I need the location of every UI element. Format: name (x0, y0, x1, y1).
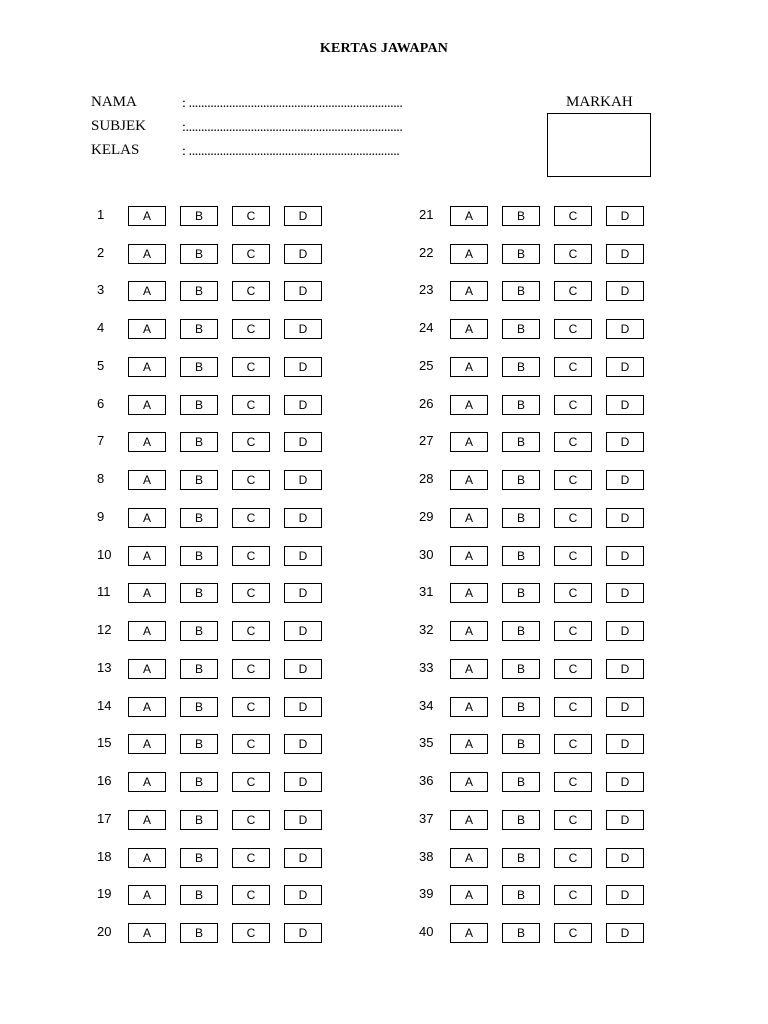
answer-option-b[interactable]: B (180, 206, 218, 226)
answer-option-b[interactable]: B (180, 659, 218, 679)
question-row (97, 659, 327, 679)
answer-option-d[interactable]: D (606, 281, 644, 301)
answer-option-a[interactable]: A (128, 697, 166, 717)
question-number: 36 (419, 773, 434, 788)
answer-option-a[interactable]: A (450, 734, 488, 754)
answer-option-d[interactable]: D (606, 206, 644, 226)
answer-option-a[interactable]: A (450, 470, 488, 490)
answer-option-a[interactable]: A (128, 885, 166, 905)
question-row (97, 583, 327, 603)
answer-option-c[interactable]: C (232, 206, 270, 226)
answer-option-a[interactable]: A (128, 357, 166, 377)
field-line-kelas[interactable]: : .................................................................... (182, 144, 400, 159)
page-title: KERTAS JAWAPAN (319, 41, 449, 56)
field-line-nama[interactable]: : ..................................................................... (182, 96, 403, 111)
answer-option-a[interactable]: A (450, 621, 488, 641)
answer-option-d[interactable]: D (284, 848, 322, 868)
answer-option-c[interactable]: C (232, 583, 270, 603)
question-number: 1 (97, 207, 105, 222)
question-row (419, 395, 649, 415)
answer-option-a[interactable]: A (128, 470, 166, 490)
answer-option-d[interactable]: D (606, 697, 644, 717)
answer-option-d[interactable]: D (284, 697, 322, 717)
question-number: 11 (97, 584, 111, 599)
answer-option-d[interactable]: D (606, 734, 644, 754)
answer-option-a[interactable]: A (450, 319, 488, 339)
question-row (419, 206, 649, 226)
answer-option-b[interactable]: B (180, 470, 218, 490)
answer-option-a[interactable]: A (128, 319, 166, 339)
answer-option-b[interactable]: B (502, 772, 540, 792)
answer-option-b[interactable]: B (502, 206, 540, 226)
question-row (97, 432, 327, 452)
answer-option-c[interactable]: C (554, 395, 592, 415)
answer-option-b[interactable]: B (180, 395, 218, 415)
question-number: 40 (419, 924, 434, 939)
answer-option-b[interactable]: B (180, 734, 218, 754)
answer-option-b[interactable]: B (180, 772, 218, 792)
question-row (97, 734, 327, 754)
answer-option-c[interactable]: C (554, 357, 592, 377)
answer-option-d[interactable]: D (606, 432, 644, 452)
question-row (97, 885, 327, 905)
answer-option-c[interactable]: C (554, 621, 592, 641)
question-row (419, 583, 649, 603)
question-number: 34 (419, 698, 434, 713)
question-row (97, 810, 327, 830)
answer-option-c[interactable]: C (554, 848, 592, 868)
answer-option-b[interactable]: B (180, 697, 218, 717)
answer-option-a[interactable]: A (450, 583, 488, 603)
question-number: 21 (419, 207, 434, 222)
answer-option-a[interactable]: A (128, 395, 166, 415)
question-row (97, 546, 327, 566)
question-row (97, 923, 327, 943)
question-row (97, 508, 327, 528)
question-row (419, 848, 649, 868)
question-row (97, 395, 327, 415)
question-row (419, 432, 649, 452)
answer-option-a[interactable]: A (128, 244, 166, 264)
answer-option-d[interactable]: D (284, 357, 322, 377)
field-label-nama: NAMA (91, 94, 137, 110)
answer-option-b[interactable]: B (180, 583, 218, 603)
answer-option-b[interactable]: B (180, 432, 218, 452)
answer-option-c[interactable]: C (232, 319, 270, 339)
answer-option-c[interactable]: C (554, 470, 592, 490)
question-row (419, 508, 649, 528)
answer-option-d[interactable]: D (284, 659, 322, 679)
answer-option-b[interactable]: B (502, 508, 540, 528)
answer-option-c[interactable]: C (554, 885, 592, 905)
question-number: 31 (419, 584, 434, 599)
answer-option-d[interactable]: D (284, 734, 322, 754)
answer-option-c[interactable]: C (232, 810, 270, 830)
answer-option-b[interactable]: B (502, 659, 540, 679)
answer-option-c[interactable]: C (232, 546, 270, 566)
question-row (97, 772, 327, 792)
answer-option-c[interactable]: C (232, 244, 270, 264)
answer-option-a[interactable]: A (450, 206, 488, 226)
question-row (419, 923, 649, 943)
answer-option-d[interactable]: D (606, 621, 644, 641)
markah-box[interactable] (547, 113, 651, 177)
answer-option-a[interactable]: A (450, 357, 488, 377)
answer-option-c[interactable]: C (232, 734, 270, 754)
question-row (419, 281, 649, 301)
answer-option-c[interactable]: C (554, 432, 592, 452)
question-number: 35 (419, 735, 434, 750)
question-row (97, 244, 327, 264)
answer-option-a[interactable]: A (450, 432, 488, 452)
question-number: 27 (419, 433, 434, 448)
question-row (419, 621, 649, 641)
answer-option-d[interactable]: D (284, 470, 322, 490)
question-row (419, 659, 649, 679)
question-number: 33 (419, 660, 434, 675)
answer-option-a[interactable]: A (450, 546, 488, 566)
answer-option-a[interactable]: A (450, 848, 488, 868)
question-row (97, 621, 327, 641)
answer-option-c[interactable]: C (554, 659, 592, 679)
answer-option-d[interactable]: D (606, 923, 644, 943)
answer-option-d[interactable]: D (284, 281, 322, 301)
answer-option-b[interactable]: B (180, 923, 218, 943)
answer-option-d[interactable]: D (606, 357, 644, 377)
answer-option-d[interactable]: D (606, 810, 644, 830)
question-number: 13 (97, 660, 112, 675)
answer-option-d[interactable]: D (606, 244, 644, 264)
field-label-kelas: KELAS (91, 142, 140, 158)
answer-option-b[interactable]: B (180, 508, 218, 528)
answer-option-c[interactable]: C (554, 319, 592, 339)
answer-option-b[interactable]: B (502, 885, 540, 905)
answer-option-c[interactable]: C (554, 583, 592, 603)
answer-option-c[interactable]: C (554, 734, 592, 754)
answer-option-b[interactable]: B (502, 470, 540, 490)
question-number: 23 (419, 282, 434, 297)
question-number: 17 (97, 811, 112, 826)
answer-option-b[interactable]: B (502, 244, 540, 264)
answer-option-b[interactable]: B (502, 395, 540, 415)
answer-option-d[interactable]: D (606, 659, 644, 679)
answer-option-d[interactable]: D (284, 508, 322, 528)
answer-option-a[interactable]: A (128, 281, 166, 301)
answer-option-c[interactable]: C (232, 395, 270, 415)
answer-option-a[interactable]: A (450, 810, 488, 830)
question-row (97, 281, 327, 301)
answer-option-d[interactable]: D (606, 848, 644, 868)
question-row (419, 357, 649, 377)
answer-option-b[interactable]: B (502, 546, 540, 566)
answer-option-c[interactable]: C (232, 357, 270, 377)
answer-option-a[interactable]: A (128, 432, 166, 452)
question-row (419, 885, 649, 905)
answer-option-b[interactable]: B (502, 319, 540, 339)
question-number: 7 (97, 433, 105, 448)
answer-option-d[interactable]: D (284, 583, 322, 603)
answer-option-d[interactable]: D (284, 319, 322, 339)
answer-option-b[interactable]: B (502, 583, 540, 603)
answer-option-c[interactable]: C (232, 923, 270, 943)
question-number: 26 (419, 396, 434, 411)
answer-option-b[interactable]: B (502, 432, 540, 452)
question-row (419, 244, 649, 264)
answer-option-a[interactable]: A (128, 810, 166, 830)
question-number: 22 (419, 245, 434, 260)
answer-option-a[interactable]: A (450, 923, 488, 943)
question-row (97, 697, 327, 717)
question-number: 16 (97, 773, 112, 788)
question-row (419, 319, 649, 339)
answer-option-b[interactable]: B (180, 281, 218, 301)
answer-option-a[interactable]: A (128, 583, 166, 603)
answer-option-b[interactable]: B (180, 244, 218, 264)
answer-option-d[interactable]: D (284, 772, 322, 792)
question-number: 2 (97, 245, 105, 260)
question-row (97, 470, 327, 490)
answer-option-d[interactable]: D (284, 546, 322, 566)
answer-option-d[interactable]: D (606, 508, 644, 528)
question-number: 20 (97, 924, 112, 939)
answer-option-a[interactable]: A (450, 281, 488, 301)
answer-option-c[interactable]: C (232, 508, 270, 528)
answer-option-c[interactable]: C (554, 281, 592, 301)
answer-option-b[interactable]: B (180, 357, 218, 377)
question-number: 3 (97, 282, 105, 297)
answer-option-d[interactable]: D (284, 621, 322, 641)
answer-option-c[interactable]: C (554, 244, 592, 264)
question-row (419, 734, 649, 754)
answer-option-d[interactable]: D (606, 885, 644, 905)
question-number: 5 (97, 358, 105, 373)
question-number: 30 (419, 547, 434, 562)
answer-option-c[interactable]: C (232, 885, 270, 905)
question-row (419, 470, 649, 490)
answer-option-c[interactable]: C (232, 772, 270, 792)
question-number: 38 (419, 849, 434, 864)
question-number: 28 (419, 471, 434, 486)
answer-option-a[interactable]: A (450, 244, 488, 264)
question-number: 8 (97, 471, 105, 486)
answer-option-a[interactable]: A (128, 772, 166, 792)
answer-option-a[interactable]: A (128, 508, 166, 528)
field-line-subjek[interactable]: :...................................................................... (182, 120, 403, 135)
answer-option-b[interactable]: B (502, 621, 540, 641)
answer-option-d[interactable]: D (284, 432, 322, 452)
question-row (419, 772, 649, 792)
answer-option-b[interactable]: B (180, 885, 218, 905)
answer-option-d[interactable]: D (284, 923, 322, 943)
answer-option-a[interactable]: A (128, 621, 166, 641)
question-row (419, 546, 649, 566)
answer-option-a[interactable]: A (128, 734, 166, 754)
question-number: 32 (419, 622, 434, 637)
answer-option-c[interactable]: C (554, 697, 592, 717)
question-number: 29 (419, 509, 434, 524)
answer-option-b[interactable]: B (502, 357, 540, 377)
question-row (419, 810, 649, 830)
question-number: 37 (419, 811, 434, 826)
answer-option-d[interactable]: D (606, 319, 644, 339)
answer-option-b[interactable]: B (502, 281, 540, 301)
question-number: 15 (97, 735, 112, 750)
question-row (97, 206, 327, 226)
answer-option-c[interactable]: C (554, 206, 592, 226)
answer-option-b[interactable]: B (502, 734, 540, 754)
answer-option-b[interactable]: B (180, 848, 218, 868)
question-number: 4 (97, 320, 105, 335)
markah-label: MARKAH (566, 94, 633, 110)
answer-option-b[interactable]: B (180, 621, 218, 641)
question-number: 10 (97, 547, 112, 562)
answer-option-d[interactable]: D (606, 395, 644, 415)
answer-option-c[interactable]: C (554, 772, 592, 792)
question-row (97, 848, 327, 868)
answer-option-a[interactable]: A (450, 772, 488, 792)
answer-option-d[interactable]: D (284, 395, 322, 415)
answer-option-b[interactable]: B (180, 810, 218, 830)
answer-option-c[interactable]: C (554, 508, 592, 528)
answer-option-d[interactable]: D (284, 206, 322, 226)
answer-option-d[interactable]: D (284, 885, 322, 905)
answer-option-a[interactable]: A (450, 659, 488, 679)
answer-option-c[interactable]: C (554, 923, 592, 943)
answer-option-c[interactable]: C (554, 810, 592, 830)
answer-option-c[interactable]: C (232, 621, 270, 641)
answer-option-c[interactable]: C (232, 432, 270, 452)
field-label-subjek: SUBJEK (91, 118, 147, 134)
answer-option-c[interactable]: C (232, 470, 270, 490)
question-number: 39 (419, 886, 434, 901)
answer-option-a[interactable]: A (450, 697, 488, 717)
question-row (97, 357, 327, 377)
question-number: 19 (97, 886, 112, 901)
answer-option-a[interactable]: A (128, 659, 166, 679)
answer-option-b[interactable]: B (502, 923, 540, 943)
answer-option-c[interactable]: C (554, 546, 592, 566)
answer-option-a[interactable]: A (128, 546, 166, 566)
question-number: 9 (97, 509, 105, 524)
answer-option-b[interactable]: B (180, 319, 218, 339)
answer-option-c[interactable]: C (232, 281, 270, 301)
answer-option-b[interactable]: B (180, 546, 218, 566)
question-row (97, 319, 327, 339)
answer-option-d[interactable]: D (606, 583, 644, 603)
answer-option-a[interactable]: A (450, 508, 488, 528)
question-number: 6 (97, 396, 105, 411)
answer-option-a[interactable]: A (450, 395, 488, 415)
answer-option-d[interactable]: D (284, 244, 322, 264)
answer-option-b[interactable]: B (502, 848, 540, 868)
answer-option-c[interactable]: C (232, 848, 270, 868)
answer-option-a[interactable]: A (128, 206, 166, 226)
question-number: 18 (97, 849, 112, 864)
answer-option-a[interactable]: A (450, 885, 488, 905)
answer-option-b[interactable]: B (502, 810, 540, 830)
answer-option-d[interactable]: D (606, 470, 644, 490)
answer-option-d[interactable]: D (606, 546, 644, 566)
answer-option-d[interactable]: D (284, 810, 322, 830)
answer-option-a[interactable]: A (128, 848, 166, 868)
question-number: 12 (97, 622, 112, 637)
answer-option-b[interactable]: B (502, 697, 540, 717)
answer-option-c[interactable]: C (232, 659, 270, 679)
answer-option-c[interactable]: C (232, 697, 270, 717)
question-number: 25 (419, 358, 434, 373)
question-number: 14 (97, 698, 112, 713)
answer-option-d[interactable]: D (606, 772, 644, 792)
question-number: 24 (419, 320, 434, 335)
question-row (419, 697, 649, 717)
answer-option-a[interactable]: A (128, 923, 166, 943)
